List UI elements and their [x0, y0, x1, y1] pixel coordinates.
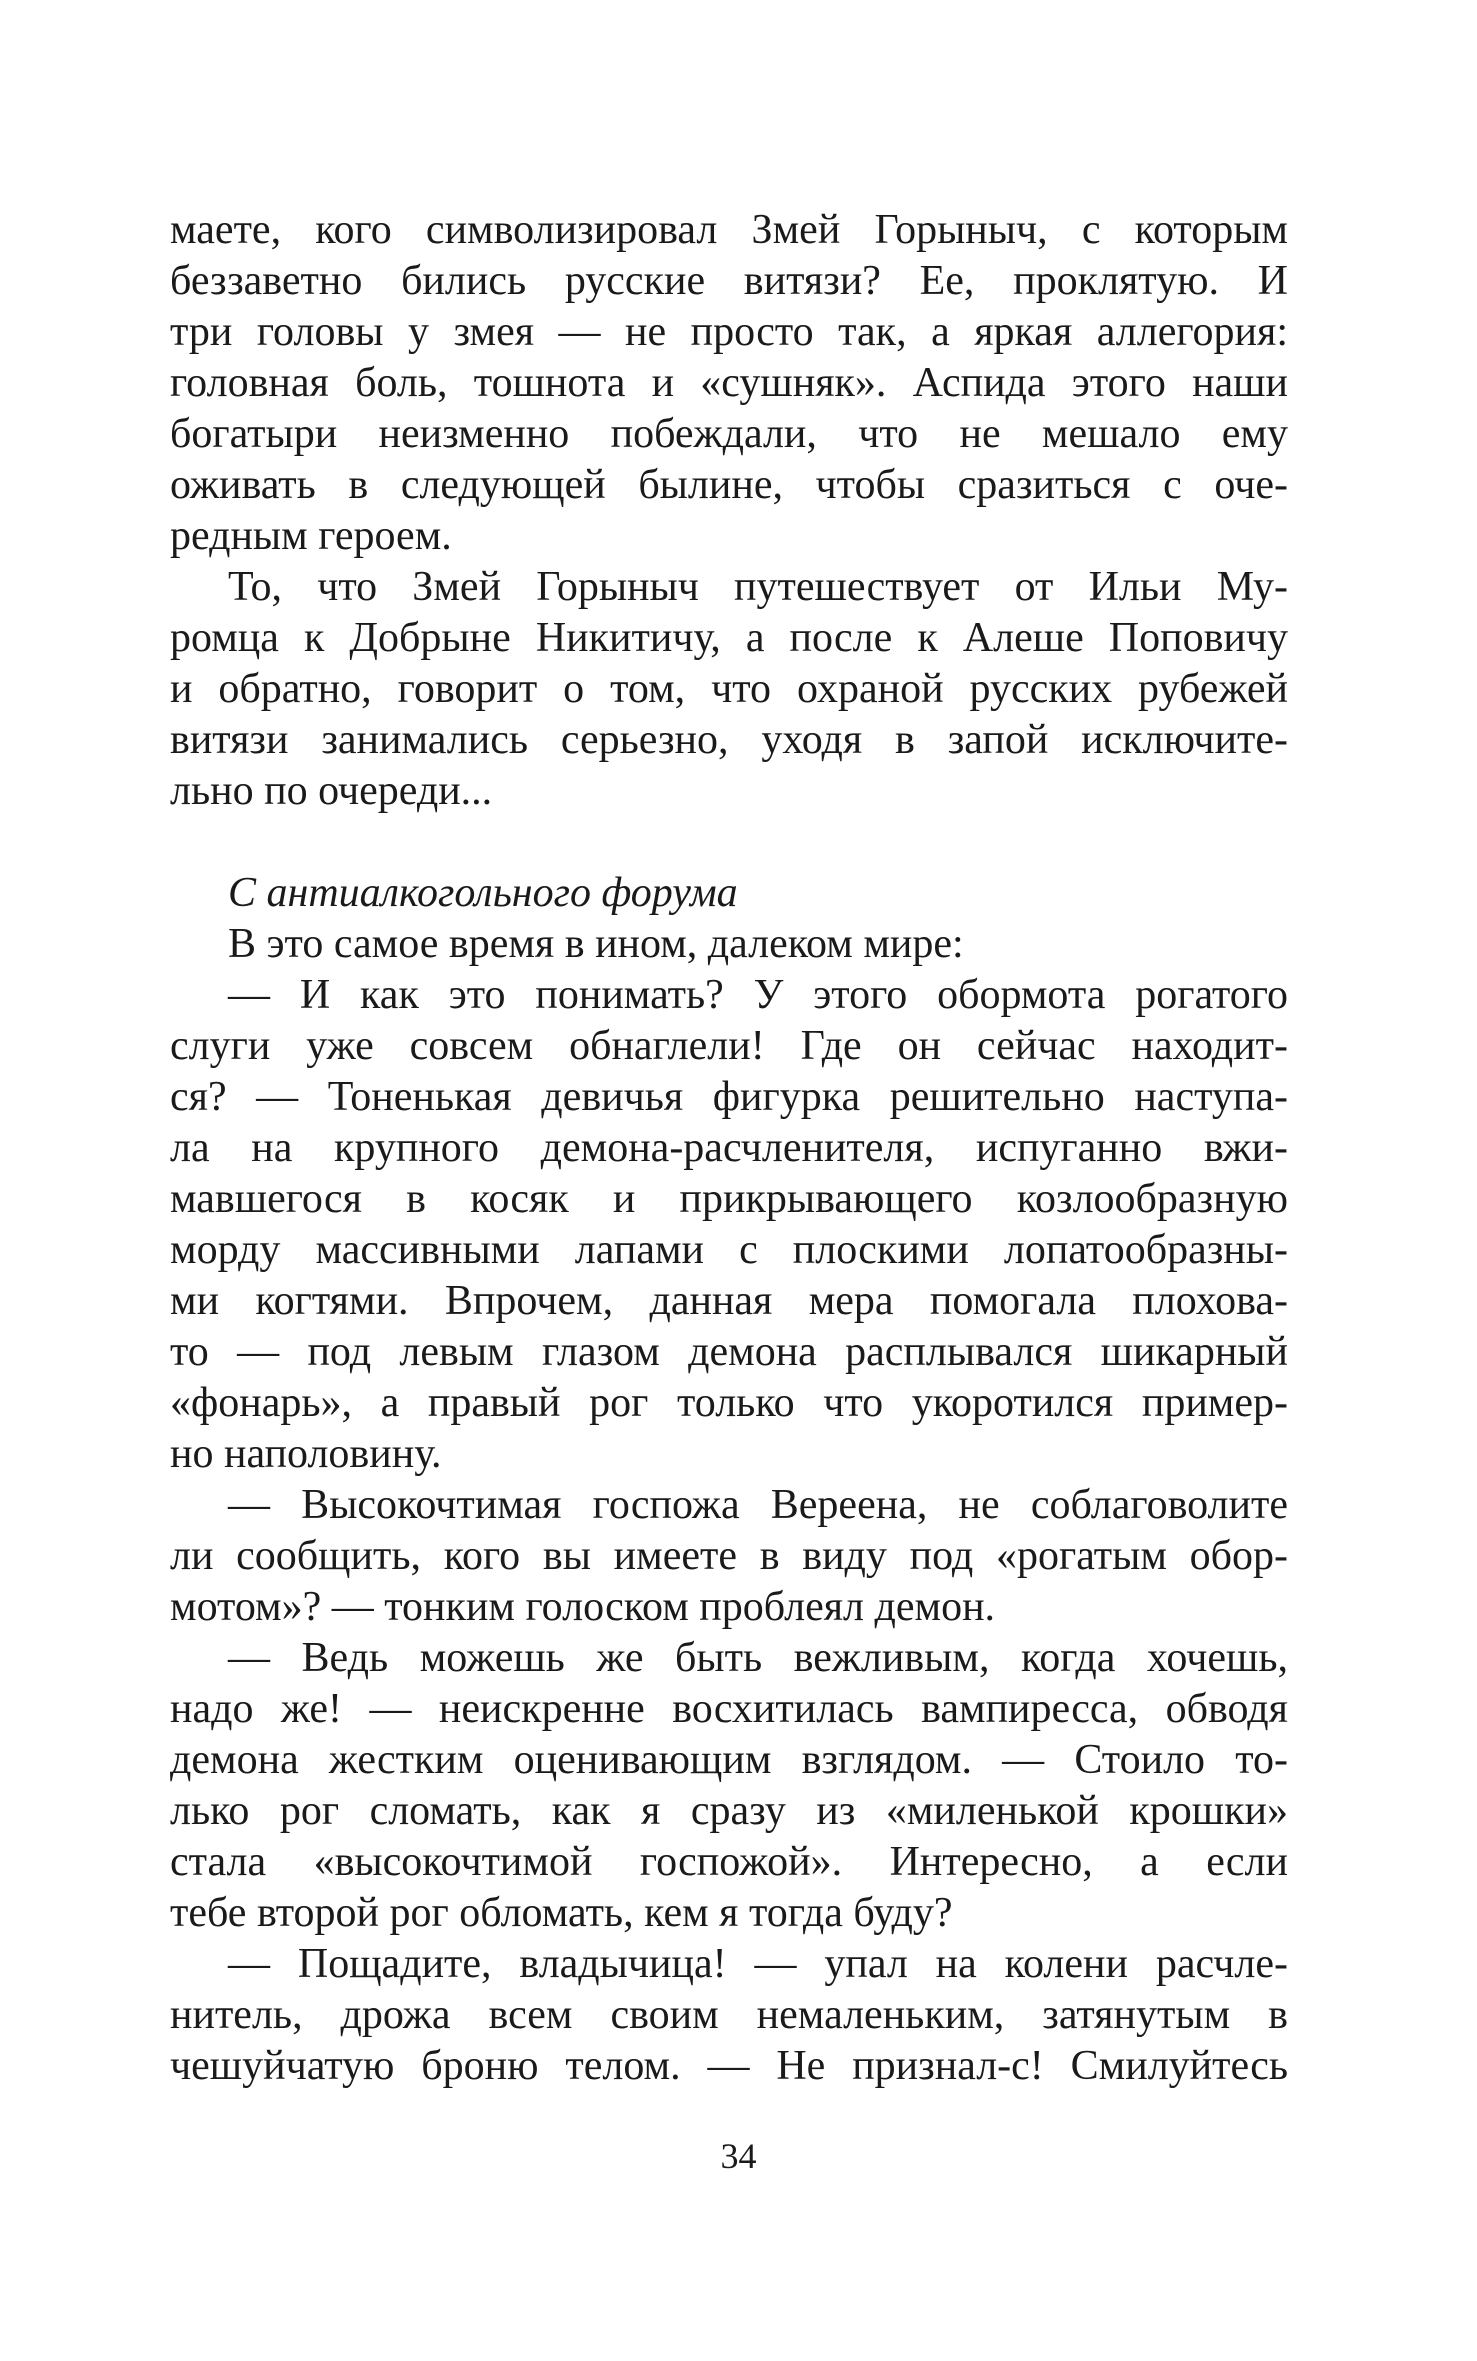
epigraph-source: [170, 868, 1288, 919]
text-line: — И как это понимать? У этого обормота рогатого: [228, 972, 1288, 1018]
text-line: стала «высокочтимой госпожой». Интересно, а если: [170, 1839, 1288, 1885]
paragraph: [170, 1480, 1288, 1633]
text-line: морду массивными лапами с плоскими лопатообразны-: [170, 1227, 1288, 1273]
text-line: ми когтями. Впрочем, данная мера помогала плохова-: [170, 1278, 1288, 1324]
paragraph: [170, 970, 1288, 1480]
text-line: — Высокочтимая госпожа Верeена, не соблаговолите: [228, 1482, 1288, 1528]
text-line: демона жестким оценивающим взглядом. — Стоило то-: [170, 1737, 1288, 1783]
text-line: мавшегося в косяк и прикрывающего козлообразную: [170, 1176, 1288, 1222]
text-line: лько рог сломать, как я сразу из «миленькой крошки»: [170, 1788, 1288, 1834]
text-line: — Пощадите, владычица! — упал на колени расчле-: [228, 1941, 1288, 1987]
text-line: чешуйчатую броню телом. — Не признал-с! Смилуйтесь: [170, 2043, 1288, 2089]
text-line: «фонарь», а правый рог только что укоротился пример-: [170, 1380, 1288, 1426]
paragraph: [170, 1939, 1288, 2092]
text-line: ромца к Добрыне Никитичу, а после к Алеше Поповичу: [170, 615, 1288, 661]
paragraph: [170, 562, 1288, 817]
text-line: ла на крупного демона-расчленителя, испуганно вжи-: [170, 1125, 1288, 1171]
paragraph: [170, 919, 1288, 970]
text-line: то — под левым глазом демона расплывался шикарный: [170, 1329, 1288, 1375]
text-line: беззаветно бились русские витязи? Ее, проклятую. И: [170, 258, 1288, 304]
text-line: три головы у змея — не просто так, а яркая аллегория:: [170, 309, 1288, 355]
text-line: В это самое время в ином, далеком мире:: [228, 921, 964, 967]
text-line: оживать в следующей былине, чтобы сразиться с оче-: [170, 462, 1288, 508]
epigraph-source-line: С антиалкогольного форума: [228, 870, 738, 916]
text-line: витязи занимались серьезно, уходя в запой исключите-: [170, 717, 1288, 763]
text-line: богатыри неизменно побеждали, что не мешало ему: [170, 411, 1288, 457]
text-line: нитель, дрожа всем своим немаленьким, затянутым в: [170, 1992, 1288, 2038]
paragraph: [170, 205, 1288, 562]
paragraph: [170, 1633, 1288, 1939]
text-line: — Ведь можешь же быть вежливым, когда хочешь,: [228, 1635, 1288, 1681]
page-number: 34: [720, 2136, 757, 2176]
text-line: головная боль, тошнота и «сушняк». Аспида этого наши: [170, 360, 1288, 406]
text-line: и обратно, говорит о том, что охраной русских рубежей: [170, 666, 1288, 712]
book-page-text: [170, 205, 1288, 2092]
text-line: маете, кого символизировал Змей Горыныч, с которым: [170, 207, 1288, 253]
text-line: То, что Змей Горыныч путешествует от Ильи Му-: [228, 564, 1288, 610]
text-line: слуги уже совсем обнаглели! Где он сейчас находит-: [170, 1023, 1288, 1069]
section-gap: [170, 817, 1288, 868]
text-line: редным героем.: [170, 513, 452, 559]
text-line: надо же! — неискренне восхитилась вампиресса, обводя: [170, 1686, 1288, 1732]
text-line: льно по очереди...: [170, 768, 493, 814]
text-line: ся? — Тоненькая девичья фигурка решительно наступа-: [170, 1074, 1288, 1120]
text-line: но наполовину.: [170, 1431, 442, 1477]
text-line: ли сообщить, кого вы имеете в виду под «рогатым обор-: [170, 1533, 1288, 1579]
text-line: тебе второй рог обломать, кем я тогда буду?: [170, 1890, 953, 1936]
text-line: мотом»? — тонким голоском проблеял демон.: [170, 1584, 996, 1630]
